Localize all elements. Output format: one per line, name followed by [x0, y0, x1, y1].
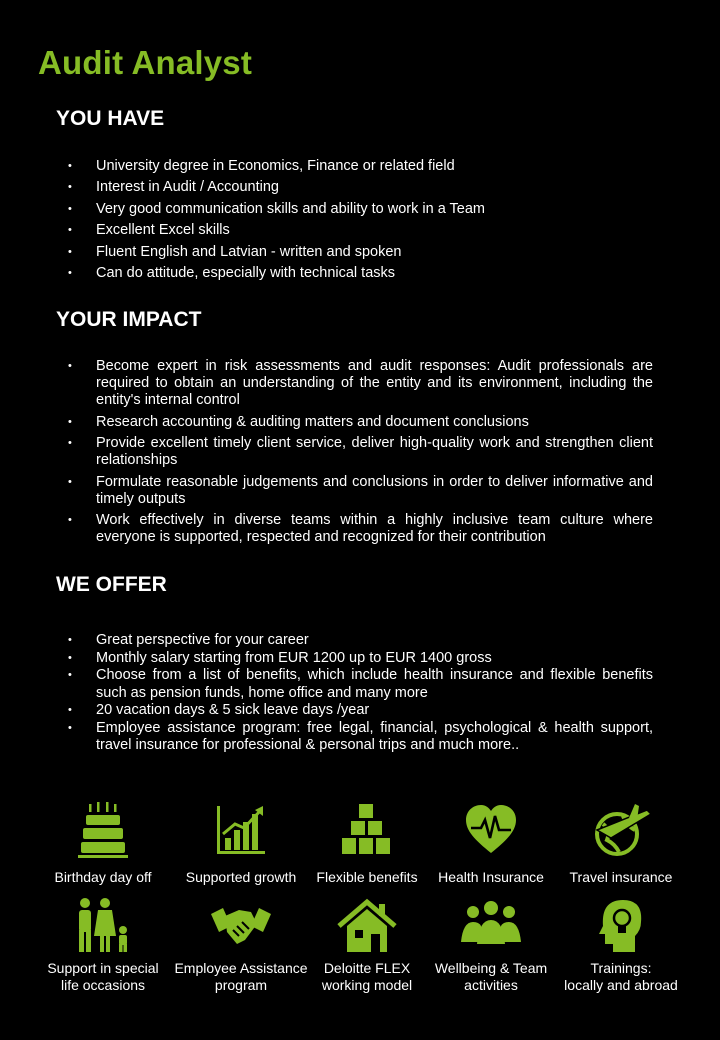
heart-pulse-icon [461, 800, 521, 860]
benefit-label: Flexible benefits [316, 869, 418, 885]
benefit-label: Deloitte FLEX working model [321, 960, 413, 993]
section-heading-we-offer: WE OFFER [56, 573, 167, 596]
benefit-label: Wellbeing & Team activities [434, 960, 548, 993]
benefit-wellbeing-team [420, 896, 562, 994]
list-item: • Become expert in risk assessments and audit responses: Audit professionals are required to obtain an understanding of the entity and its environment, including the entity's internal control [67, 358, 653, 409]
benefit-flexible-benefits [296, 800, 438, 886]
list-item: • Research accounting & auditing matters and document conclusions [67, 414, 653, 431]
benefit-label: Supported growth [185, 869, 297, 885]
growth-chart-icon [211, 800, 271, 860]
birthday-cake-icon [73, 800, 133, 860]
list-item: • Very good communication skills and ability to work in a Team [67, 200, 653, 218]
list-item: • Fluent English and Latvian - written and spoken [67, 243, 653, 261]
team-icon [459, 896, 523, 956]
list-item: • Provide excellent timely client service, deliver high-quality work and strengthen client relationships [67, 435, 653, 469]
benefit-label: Travel insurance [569, 869, 673, 885]
list-item: • Interest in Audit / Accounting [67, 178, 653, 196]
you-have-list [67, 157, 653, 285]
benefit-special-life-occasions [32, 896, 174, 994]
benefit-label: Birthday day off [54, 869, 152, 885]
list-item: • Work effectively in diverse teams within a highly inclusive team culture where everyone is supported, respected and recognized for their contribution [67, 512, 653, 546]
house-icon [337, 896, 397, 956]
list-item: • 20 vacation days & 5 sick leave days /year [67, 702, 653, 720]
list-item: • University degree in Economics, Finance or related field [67, 157, 653, 175]
your-impact-list [67, 358, 653, 551]
section-heading-you-have: YOU HAVE [56, 107, 165, 130]
list-item: • Formulate reasonable judgements and conclusions in order to deliver informative and timely outputs [67, 474, 653, 508]
benefit-label: Employee Assistance program [174, 960, 308, 993]
page-title: Audit Analyst [38, 44, 253, 81]
list-item: • Great perspective for your career [67, 632, 653, 650]
list-item: • Can do attitude, especially with technical tasks [67, 264, 653, 282]
benefit-label: Health Insurance [438, 869, 544, 885]
benefit-travel-insurance [550, 800, 692, 886]
list-item: • Choose from a list of benefits, which include health insurance and flexible benefits such as pension funds, home office and many more [67, 667, 653, 702]
benefit-label: Support in special life occasions [47, 960, 159, 993]
stacked-boxes-icon [337, 800, 397, 860]
we-offer-list [67, 632, 653, 755]
list-item: • Monthly salary starting from EUR 1200 up to EUR 1400 gross [67, 650, 653, 668]
benefit-trainings [550, 896, 692, 994]
benefit-deloitte-flex [296, 896, 438, 994]
globe-plane-icon [589, 800, 653, 860]
list-item: • Employee assistance program: free legal, financial, psychological & health support, travel insurance for professional & personal trips and much more.. [67, 720, 653, 755]
handshake-icon [209, 896, 273, 956]
benefit-health-insurance [420, 800, 562, 886]
benefit-supported-growth [170, 800, 312, 886]
family-icon [71, 896, 135, 956]
lightbulb-head-icon [591, 896, 651, 956]
benefit-birthday-day-off [32, 800, 174, 886]
section-heading-your-impact: YOUR IMPACT [56, 308, 202, 331]
benefit-employee-assistance [170, 896, 312, 994]
benefit-label: Trainings: locally and abroad [564, 960, 678, 993]
list-item: • Excellent Excel skills [67, 221, 653, 239]
